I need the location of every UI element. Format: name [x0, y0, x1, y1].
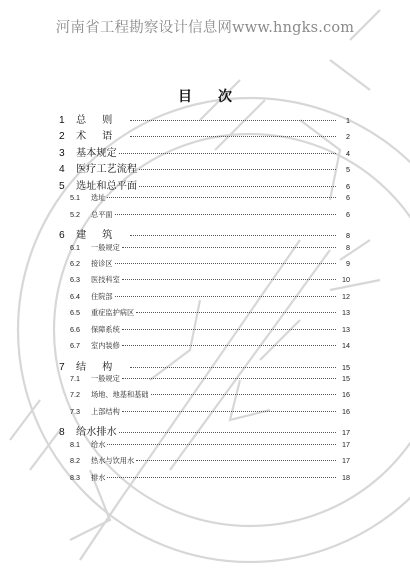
watermark-stroke: [80, 500, 120, 560]
toc-section-entry[interactable]: [56, 243, 350, 259]
toc-entry-label: 医疗工艺流程: [76, 164, 138, 176]
toc-entry-label: 给水: [91, 439, 106, 449]
toc-title: 目次: [178, 89, 258, 105]
toc-entry-page: 4: [346, 148, 350, 158]
toc-entry-label: 一般规定: [91, 242, 120, 252]
toc-entry-label: 术语: [76, 131, 129, 143]
toc-entry-number: 8: [59, 427, 65, 439]
toc-entry-label: 总平面: [91, 209, 113, 219]
toc-entry-label: 重症监护病区: [91, 308, 135, 318]
toc-entry-label: 住院部: [91, 291, 113, 301]
toc-entry-page: 8: [346, 231, 350, 241]
toc-dot-leader: [136, 312, 336, 313]
toc-section-entry[interactable]: [56, 193, 350, 209]
toc-entry-label: 保障系统: [91, 324, 120, 334]
toc-entry-page: 6: [346, 193, 350, 203]
toc-entry-label: 建筑: [76, 230, 129, 242]
watermark-stroke: [10, 400, 60, 470]
toc-entry-label: 接诊区: [91, 258, 113, 268]
toc-section-entry[interactable]: [56, 456, 350, 472]
toc-entry-number: 1: [59, 115, 65, 126]
toc-entry-number: 6.7: [70, 341, 80, 351]
toc-chapter-entry[interactable]: [56, 111, 350, 127]
toc-entry-number: 6.4: [70, 291, 80, 301]
toc-dot-leader: [122, 329, 336, 330]
toc-entry-page: 12: [342, 291, 350, 301]
toc-entry-label: 选址: [91, 193, 106, 203]
toc-entry-page: 15: [342, 362, 350, 372]
toc-section-entry[interactable]: [56, 210, 350, 226]
toc-section-entry[interactable]: [56, 440, 350, 456]
toc-entry-page: 6: [346, 181, 350, 191]
toc-entry-page: 10: [342, 275, 350, 285]
toc-entry-label: 总则: [76, 115, 129, 126]
toc-entry-number: 6.1: [70, 242, 80, 252]
toc-entry-number: 8.1: [70, 439, 80, 449]
toc-chapter-entry[interactable]: [56, 177, 350, 193]
toc-entry-page: 6: [346, 209, 350, 219]
toc-entry-number: 7.2: [70, 390, 80, 400]
toc-chapter-entry[interactable]: [56, 423, 350, 439]
toc-entry-number: 7.3: [70, 406, 80, 416]
toc-entry-label: 医技科室: [91, 275, 120, 285]
toc-list: [56, 111, 350, 489]
toc-entry-number: 5.1: [70, 193, 80, 203]
toc-entry-page: 16: [342, 406, 350, 416]
toc-dot-leader: [107, 197, 336, 198]
toc-entry-page: 13: [342, 324, 350, 334]
toc-dot-leader: [119, 432, 336, 433]
toc-entry-label: 排水: [91, 472, 106, 482]
toc-entry-page: 8: [346, 242, 350, 252]
toc-entry-number: 5.2: [70, 209, 80, 219]
toc-entry-label: 上部结构: [91, 406, 120, 416]
toc-dot-leader: [130, 120, 336, 121]
toc-chapter-entry[interactable]: [56, 127, 350, 143]
toc-entry-page: 18: [342, 472, 350, 482]
toc-entry-page: 1: [346, 116, 350, 125]
toc-entry-page: 16: [342, 390, 350, 400]
toc-section-entry[interactable]: [56, 341, 350, 357]
toc-dot-leader: [122, 279, 336, 280]
toc-entry-number: 6.6: [70, 324, 80, 334]
toc-dot-leader: [115, 296, 336, 297]
toc-entry-number: 6.3: [70, 275, 80, 285]
toc-section-entry[interactable]: [56, 390, 350, 406]
toc-dot-leader: [139, 169, 336, 170]
toc-entry-page: 17: [342, 456, 350, 466]
toc-chapter-entry[interactable]: [56, 144, 350, 160]
toc-dot-leader: [122, 345, 336, 346]
toc-dot-leader: [107, 477, 336, 478]
toc-section-entry[interactable]: [56, 259, 350, 275]
toc-entry-number: 8.3: [70, 472, 80, 482]
toc-entry-number: 8.2: [70, 456, 80, 466]
toc-dot-leader: [122, 411, 336, 412]
toc-entry-number: 2: [59, 131, 65, 143]
toc-dot-leader: [130, 136, 336, 137]
toc-section-entry[interactable]: [56, 292, 350, 308]
toc-dot-leader: [115, 214, 336, 215]
toc-entry-page: 9: [346, 258, 350, 268]
toc-entry-label: 选址和总平面: [76, 180, 138, 192]
toc-entry-number: 6: [59, 230, 65, 242]
toc-dot-leader: [115, 263, 336, 264]
toc-entry-number: 6.5: [70, 308, 80, 318]
toc-entry-label: 一般规定: [91, 374, 120, 383]
toc-section-entry[interactable]: [56, 374, 350, 390]
toc-section-entry[interactable]: [56, 308, 350, 324]
toc-entry-page: 2: [346, 132, 350, 142]
toc-entry-page: 17: [342, 428, 350, 438]
toc-entry-label: 室内装修: [91, 341, 120, 351]
toc-entry-page: 13: [342, 308, 350, 318]
toc-dot-leader: [122, 378, 336, 379]
toc-entry-label: 基本规定: [76, 147, 117, 159]
toc-entry-page: 5: [346, 165, 350, 175]
toc-entry-label: 热水与饮用水: [91, 456, 135, 466]
toc-section-entry[interactable]: [56, 407, 350, 423]
toc-dot-leader: [151, 394, 336, 395]
toc-dot-leader: [130, 367, 336, 368]
toc-entry-number: 6.2: [70, 258, 80, 268]
toc-entry-number: 4: [59, 164, 65, 176]
toc-entry-page: 17: [342, 439, 350, 449]
toc-entry-label: 场地、地基和基础: [91, 390, 149, 400]
toc-dot-leader: [119, 153, 336, 154]
toc-entry-number: 5: [59, 180, 65, 192]
toc-dot-leader: [130, 235, 336, 236]
toc-entry-number: 7.1: [70, 374, 80, 383]
toc-section-entry[interactable]: [56, 275, 350, 291]
toc-entry-page: 14: [342, 341, 350, 351]
site-banner: 河南省工程勘察设计信息网www.hngks.com: [55, 20, 355, 36]
toc-dot-leader: [139, 186, 336, 187]
toc-dot-leader: [107, 444, 336, 445]
toc-section-entry[interactable]: [56, 473, 350, 489]
toc-dot-leader: [122, 247, 336, 248]
toc-chapter-entry[interactable]: [56, 226, 350, 242]
toc-chapter-entry[interactable]: [56, 160, 350, 176]
toc-entry-number: 3: [59, 147, 65, 159]
toc-chapter-entry[interactable]: [56, 358, 350, 374]
toc-entry-label: 给水排水: [76, 427, 117, 439]
toc-entry-number: 7: [59, 361, 65, 373]
toc-section-entry[interactable]: [56, 325, 350, 341]
toc-entry-page: 15: [342, 374, 350, 383]
toc-dot-leader: [136, 460, 336, 461]
toc-entry-label: 结构: [76, 361, 129, 373]
